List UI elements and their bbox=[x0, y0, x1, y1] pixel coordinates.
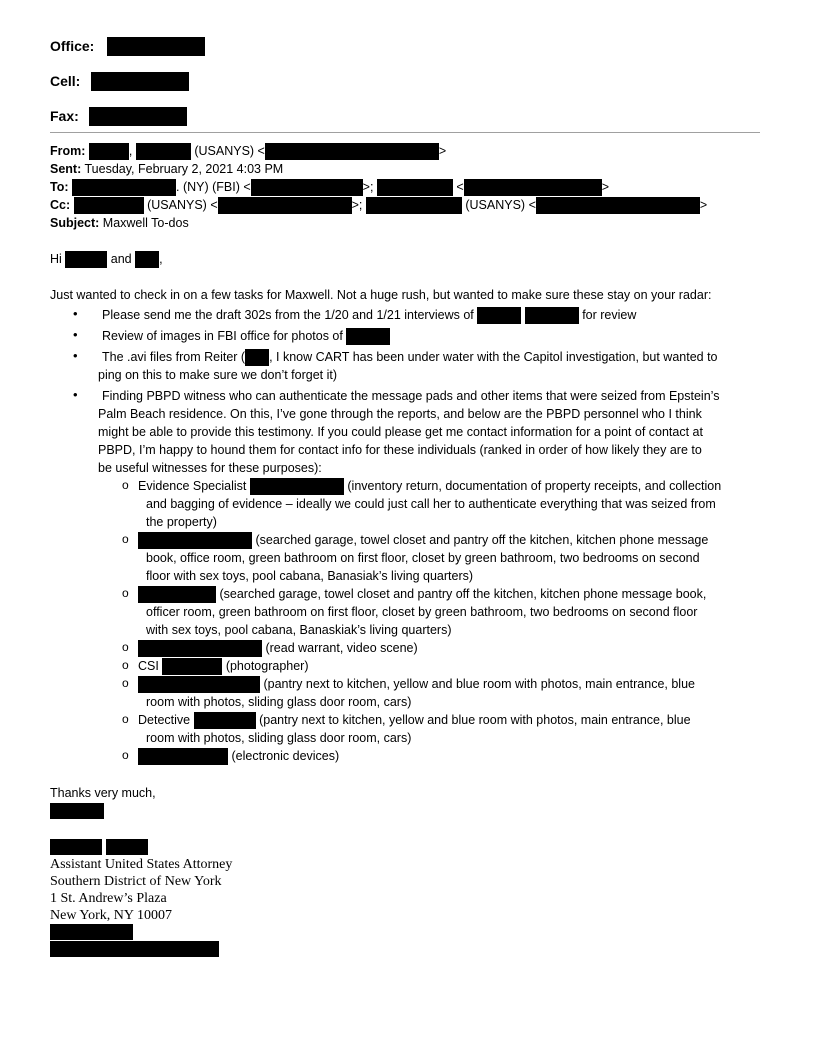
greeting bbox=[50, 250, 163, 268]
sub-bullet: o bbox=[122, 640, 129, 654]
redaction bbox=[89, 143, 129, 160]
sub-item-1-text: (inventory return, documentation of property receipts, and collection bbox=[347, 479, 722, 493]
bullet-4-line-3: might be able to provide this testimony. If you could please get me contact information for a point of contact at bbox=[98, 425, 703, 439]
sub-item-4-text: (read warrant, video scene) bbox=[265, 641, 418, 655]
sub-item-6-text: (pantry next to kitchen, yellow and blue room with photos, main entrance, blue bbox=[263, 677, 695, 691]
greeting-comma: , bbox=[159, 252, 163, 266]
redaction bbox=[89, 107, 187, 126]
bullet-2 bbox=[102, 327, 390, 345]
sub-item-3-text: (searched garage, towel closet and pantry off the kitchen, kitchen phone message book, bbox=[219, 587, 707, 601]
cc-usanys-1: (USANYS) < bbox=[143, 198, 218, 212]
sub-item-7-label: Detective bbox=[138, 713, 191, 727]
angle-close: > bbox=[699, 198, 708, 212]
office-label: Office: bbox=[50, 38, 95, 54]
redaction bbox=[194, 712, 256, 729]
redaction bbox=[377, 179, 453, 196]
to-label: To: bbox=[50, 180, 69, 194]
from-line: From: , (USANYS) < > bbox=[50, 142, 446, 160]
redaction bbox=[162, 658, 222, 675]
redaction bbox=[138, 586, 216, 603]
cc-usanys-2: (USANYS) < bbox=[461, 198, 536, 212]
sub-item-3 bbox=[138, 585, 706, 603]
redaction bbox=[251, 179, 363, 196]
redaction bbox=[135, 251, 159, 268]
redaction bbox=[50, 839, 102, 855]
sub-bullet: o bbox=[122, 712, 129, 726]
redaction bbox=[346, 328, 390, 345]
bullet: • bbox=[73, 327, 78, 342]
sub-item-5-label: CSI bbox=[138, 659, 159, 673]
from-suffix: (USANYS) < bbox=[190, 144, 265, 158]
bullet-3-cont: ping on this to make sure we don’t forget it) bbox=[98, 368, 338, 382]
redaction bbox=[218, 197, 352, 214]
fax-label: Fax: bbox=[50, 108, 79, 124]
sub-item-2 bbox=[138, 531, 708, 549]
angle-close: > bbox=[601, 180, 610, 194]
signature-address-2: New York, NY 10007 bbox=[50, 908, 172, 923]
sub-item-7 bbox=[138, 711, 691, 729]
sub-item-8 bbox=[138, 747, 339, 765]
sub-item-2-cont-2: floor with sex toys, pool cabana, Banasiak’s living quarters) bbox=[146, 569, 474, 583]
sub-item-5 bbox=[138, 657, 309, 675]
redaction bbox=[138, 676, 260, 693]
from-label: From: bbox=[50, 144, 86, 158]
redaction bbox=[138, 640, 262, 657]
sub-item-1-cont-1: and bagging of evidence – ideally we could just call her to authenticate everything that was seized from bbox=[146, 497, 716, 511]
closing: Thanks very much, bbox=[50, 786, 156, 800]
sub-bullet: o bbox=[122, 586, 129, 600]
to-line: To: . (NY) (FBI) < >; < > bbox=[50, 178, 609, 196]
angle-close: > bbox=[438, 144, 447, 158]
sub-item-2-text: (searched garage, towel closet and pantry off the kitchen, kitchen phone message bbox=[255, 533, 709, 547]
bullet: • bbox=[73, 348, 78, 363]
redaction bbox=[72, 179, 176, 196]
subject-label: Subject: bbox=[50, 216, 100, 230]
to-mid: . (NY) (FBI) < bbox=[176, 180, 251, 194]
redaction bbox=[245, 349, 269, 366]
intro-paragraph: Just wanted to check in on a few tasks for Maxwell. Not a huge rush, but wanted to make sure these stay on your radar: bbox=[50, 288, 712, 302]
bullet: • bbox=[73, 306, 78, 321]
redaction bbox=[138, 532, 252, 549]
greeting-and: and bbox=[110, 252, 132, 266]
sub-item-7-cont: room with photos, sliding glass door room, cars) bbox=[146, 731, 412, 745]
sent-value: Tuesday, February 2, 2021 4:03 PM bbox=[81, 162, 284, 176]
sub-item-1 bbox=[138, 477, 721, 495]
greeting-hi: Hi bbox=[50, 252, 62, 266]
redaction bbox=[464, 179, 602, 196]
redaction bbox=[50, 941, 219, 957]
redaction-sender-name bbox=[50, 803, 104, 819]
sub-bullet: o bbox=[122, 676, 129, 690]
signature-title: Assistant United States Attorney bbox=[50, 857, 233, 872]
bullet-3-text-b: , I know CART has been under water with the Capitol investigation, but wanted to bbox=[269, 350, 718, 364]
header-divider bbox=[50, 132, 760, 133]
sub-bullet: o bbox=[122, 658, 129, 672]
redaction bbox=[250, 478, 344, 495]
signature-address-1: 1 St. Andrew’s Plaza bbox=[50, 891, 167, 906]
sub-item-1-cont-2: the property) bbox=[146, 515, 217, 529]
sub-item-3-cont-1: officer room, green bathroom on first floor, closet by green bathroom, two bedrooms on second floor bbox=[146, 605, 698, 619]
redaction bbox=[138, 748, 228, 765]
sent-label: Sent: bbox=[50, 162, 82, 176]
sub-bullet: o bbox=[122, 478, 129, 492]
bullet-3-text-a: The .avi files from Reiter ( bbox=[102, 350, 246, 364]
bullet-1-end: for review bbox=[582, 308, 637, 322]
redaction bbox=[265, 143, 439, 160]
redaction bbox=[477, 307, 521, 324]
cc-line bbox=[50, 196, 707, 214]
signature-district: Southern District of New York bbox=[50, 874, 222, 889]
redaction bbox=[65, 251, 107, 268]
redaction bbox=[107, 37, 205, 56]
redaction bbox=[366, 197, 462, 214]
sub-item-5-text: (photographer) bbox=[225, 659, 309, 673]
redaction bbox=[525, 307, 579, 324]
cc-label: Cc: bbox=[50, 198, 71, 212]
sub-item-7-text: (pantry next to kitchen, yellow and blue room with photos, main entrance, blue bbox=[259, 713, 691, 727]
sub-item-1-label: Evidence Specialist bbox=[138, 479, 247, 493]
bullet-1-text: Please send me the draft 302s from the 1/20 and 1/21 interviews of bbox=[102, 308, 474, 322]
redaction bbox=[74, 197, 144, 214]
bullet-4-line-1: Finding PBPD witness who can authenticate the message pads and other items that were seized from Epstein’s bbox=[102, 389, 720, 403]
redaction bbox=[536, 197, 700, 214]
sub-item-3-cont-2: with sex toys, pool cabana, Banaskiak’s living quarters) bbox=[146, 623, 452, 637]
bullet-4-line-2: Palm Beach residence. On this, I’ve gone through the reports, and below are the PBPD personnel who I think bbox=[98, 407, 702, 421]
sub-item-6 bbox=[138, 675, 695, 693]
bullet-4-line-4: PBPD, I’m happy to hound them for contact info for these individuals (ranked in order of how likely they are to bbox=[98, 443, 702, 457]
cc-separator: >; bbox=[351, 198, 363, 212]
subject-line bbox=[50, 214, 189, 232]
redaction bbox=[50, 924, 133, 940]
redaction bbox=[91, 72, 189, 91]
bullet-1 bbox=[102, 306, 636, 324]
bullet-4-line-5: be useful witnesses for these purposes): bbox=[98, 461, 322, 475]
cell-label: Cell: bbox=[50, 73, 81, 89]
redaction bbox=[106, 839, 148, 855]
bullet-2-text: Review of images in FBI office for photos of bbox=[102, 329, 343, 343]
sub-bullet: o bbox=[122, 532, 129, 546]
sent-line bbox=[50, 160, 283, 178]
bullet: • bbox=[73, 387, 78, 402]
redaction bbox=[136, 143, 191, 160]
subject-value: Maxwell To-dos bbox=[99, 216, 189, 230]
bullet-3 bbox=[102, 348, 718, 366]
sub-item-2-cont-1: book, office room, green bathroom on first floor, closet by green bathroom, two bedrooms on second bbox=[146, 551, 700, 565]
sub-item-6-cont: room with photos, sliding glass door room, cars) bbox=[146, 695, 412, 709]
sub-item-8-text: (electronic devices) bbox=[231, 749, 340, 763]
to-separator: >; bbox=[362, 180, 374, 194]
sub-item-4 bbox=[138, 639, 418, 657]
sub-bullet: o bbox=[122, 748, 129, 762]
